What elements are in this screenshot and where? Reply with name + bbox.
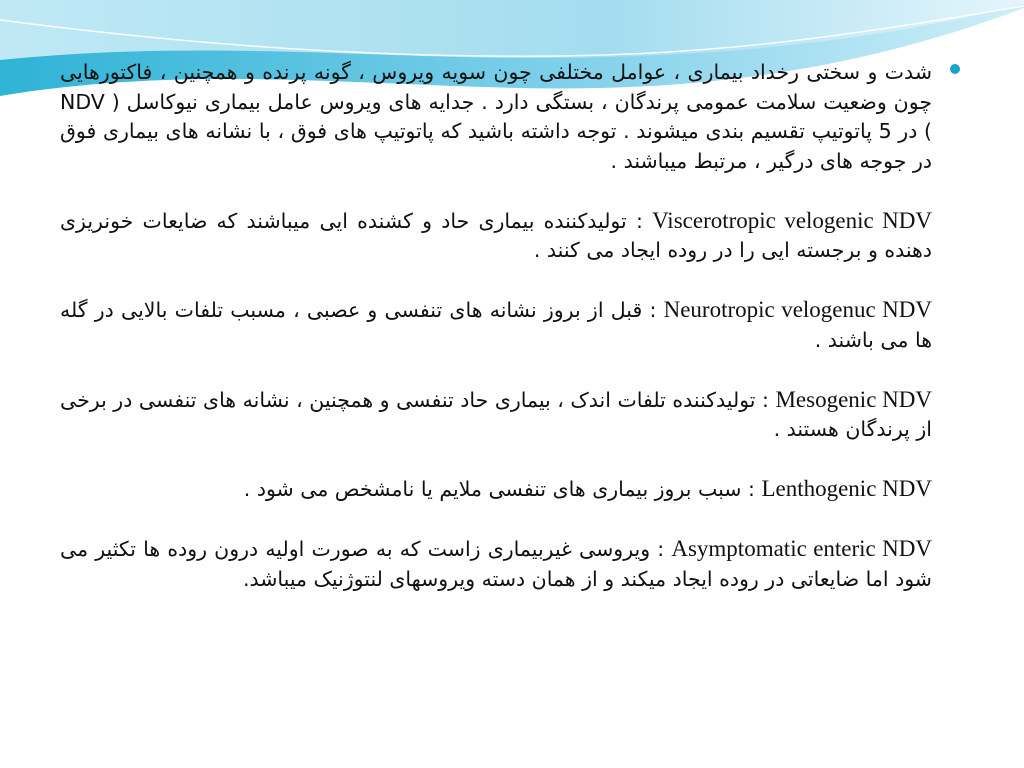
pathotype-description: تولیدکننده بیماری حاد و کشنده ایی میباشند که ضایعات خونریزی دهنده و برجسته ایی را در روده ایجاد می کنند . bbox=[60, 208, 932, 262]
bullet-item bbox=[60, 58, 936, 594]
pathotype-description: ویروسی غیربیماری زاست که به صورت اولیه درون روده ها تکثیر می شود اما ضایعاتی در روده ایجاد میکند و از همان دسته ویروسهای لنتوژنیک میباشد. bbox=[60, 537, 932, 591]
pathotype-lenthogenic bbox=[60, 474, 932, 505]
pathotype-asymptomatic-enteric bbox=[60, 534, 932, 594]
pathotype-neurotropic bbox=[60, 295, 932, 355]
pathotype-separator: : bbox=[755, 387, 776, 412]
pathotype-mesogenic bbox=[60, 385, 932, 445]
pathotype-term: Lenthogenic NDV bbox=[761, 476, 932, 501]
pathotype-term: Neurotropic velogenuc NDV bbox=[663, 297, 932, 322]
pathotype-description: تولیدکننده تلفات اندک ، بیماری حاد تنفسی و همچنین ، نشانه های تنفسی در برخی از پرندگان هستند . bbox=[60, 387, 932, 441]
intro-paragraph: شدت و سختی رخداد بیماری ، عوامل مختلفی چون سویه ویروس ، گونه پرنده و همچنین ، فاکتورهایی چون وضعیت سلامت عمومی پرندگان ، بستگی دارد . جدایه های ویروس عامل بیماری نیوکاسل ( NDV ) در 5 پاتوتیپ تقسیم بندی میشوند . توجه داشته باشید که پاتوتیپ های فوق ، با نشانه های بیماری فوق در جوجه های درگیر ، مرتبط میباشند . bbox=[60, 60, 932, 173]
slide-body bbox=[60, 58, 936, 594]
pathotype-term: Mesogenic NDV bbox=[775, 386, 932, 412]
bullet-dot-icon bbox=[950, 64, 960, 74]
pathotype-description: قبل از بروز نشانه های تنفسی و عصبی ، مسبب تلفات بالایی در گله ها می باشند . bbox=[60, 298, 932, 352]
pathotype-separator: : bbox=[741, 477, 762, 501]
pathotype-term: Viscerotropic velogenic NDV bbox=[652, 207, 932, 233]
pathotype-term: Asymptomatic enteric NDV bbox=[671, 536, 932, 561]
pathotype-description: سبب بروز بیماری های تنفسی ملایم یا نامشخص می شود . bbox=[243, 477, 742, 501]
pathotype-separator: : bbox=[650, 537, 672, 561]
pathotype-separator: : bbox=[626, 208, 653, 233]
pathotype-viscerotropic bbox=[60, 206, 932, 266]
pathotype-separator: : bbox=[642, 298, 664, 322]
